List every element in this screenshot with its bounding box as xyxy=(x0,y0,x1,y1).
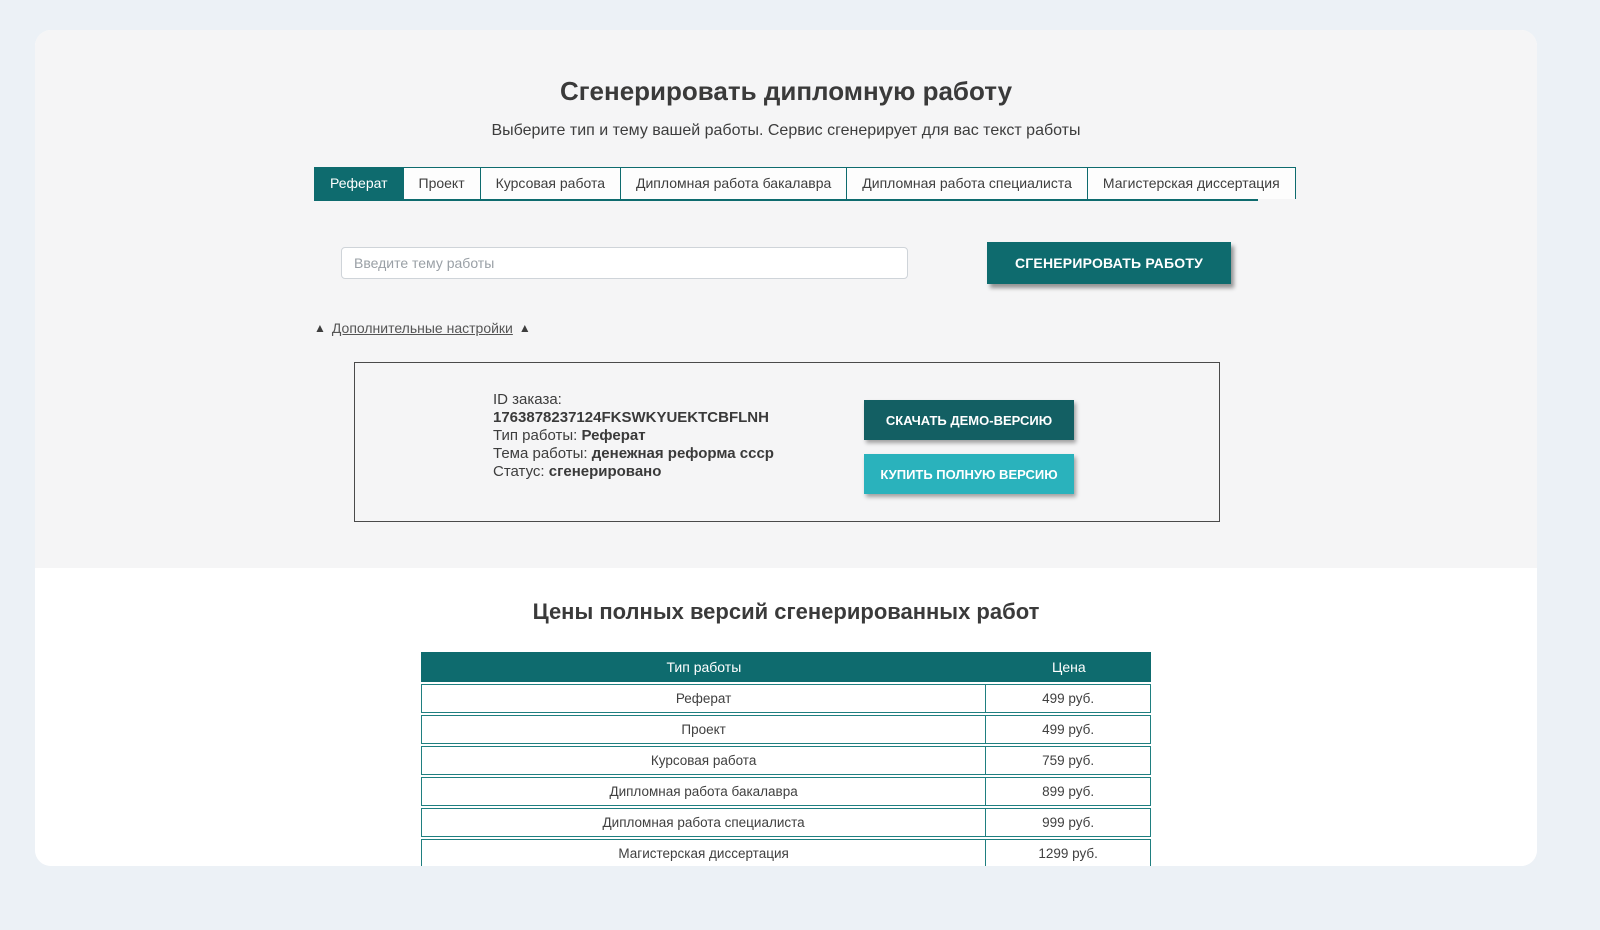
table-row xyxy=(421,746,1151,775)
work-type-cell: Магистерская диссертация xyxy=(422,840,986,866)
column-header-price: Цена xyxy=(1052,659,1086,675)
page-title: Сгенерировать дипломную работу xyxy=(559,76,1013,106)
order-type-value: Реферат xyxy=(581,427,646,444)
generator-section xyxy=(35,30,1537,568)
work-type-cell: Проект xyxy=(422,716,986,743)
tab-magisterskaya[interactable]: Магистерская диссертация xyxy=(1087,167,1296,199)
tab-diplom-specialista[interactable]: Дипломная работа специалиста xyxy=(846,167,1088,199)
price-cell: 1299 руб. xyxy=(1038,846,1098,861)
additional-settings-link[interactable] xyxy=(314,320,531,336)
tab-diplom-bakalavra[interactable]: Дипломная работа бакалавра xyxy=(620,167,847,199)
price-cell: 999 руб. xyxy=(1042,815,1095,830)
work-type-cell: Дипломная работа бакалавра xyxy=(422,778,986,805)
price-cell: 499 руб. xyxy=(1042,691,1095,706)
work-type-cell: Дипломная работа специалиста xyxy=(422,809,986,836)
order-status-value: сгенерировано xyxy=(548,463,662,480)
work-type-cell: Курсовая работа xyxy=(422,747,986,774)
order-id-value: 1763878237124FKSWKYUEKTCBFLNH xyxy=(493,409,769,426)
tab-proekt[interactable]: Проект xyxy=(403,167,481,199)
order-status-label: Статус: xyxy=(493,463,545,480)
page-subtitle: Выберите тип и тему вашей работы. Сервис сгенерирует для вас текст работы xyxy=(491,122,1081,139)
pricing-title: Цены полных версий сгенерированных работ xyxy=(532,599,1040,624)
order-topic-value: денежная реформа ссср xyxy=(591,445,774,462)
table-row xyxy=(421,777,1151,806)
tab-referat[interactable]: Реферат xyxy=(314,167,404,199)
buy-full-version-button[interactable]: КУПИТЬ ПОЛНУЮ ВЕРСИЮ xyxy=(864,454,1074,494)
price-cell: 499 руб. xyxy=(1042,722,1095,737)
table-row xyxy=(421,839,1151,866)
order-type-label: Тип работы: xyxy=(493,427,578,444)
order-box xyxy=(354,362,1220,522)
table-row xyxy=(421,715,1151,744)
main-card xyxy=(35,30,1537,866)
generate-button[interactable]: СГЕНЕРИРОВАТЬ РАБОТУ xyxy=(987,242,1231,284)
triangle-up-icon: ▲ xyxy=(314,321,326,335)
price-table xyxy=(421,652,1151,866)
order-info xyxy=(493,391,778,521)
price-cell: 899 руб. xyxy=(1042,784,1095,799)
order-topic-label: Тема работы: xyxy=(493,445,588,462)
triangle-up-icon: ▲ xyxy=(518,321,531,335)
tab-kursovaya[interactable]: Курсовая работа xyxy=(480,167,621,199)
work-type-cell: Реферат xyxy=(422,685,986,712)
additional-settings-label: Дополнительные настройки xyxy=(331,320,513,336)
table-row xyxy=(421,808,1151,837)
pricing-section xyxy=(35,568,1537,866)
price-cell: 759 руб. xyxy=(1042,753,1095,768)
column-header-work-type: Тип работы xyxy=(666,659,742,675)
work-type-tabs xyxy=(314,167,1280,201)
order-id-label: ID заказа: xyxy=(493,391,562,408)
price-table-header xyxy=(421,652,1151,682)
table-row xyxy=(421,684,1151,713)
topic-input[interactable] xyxy=(341,247,908,279)
download-demo-button[interactable]: СКАЧАТЬ ДЕМО-ВЕРСИЮ xyxy=(864,400,1074,440)
